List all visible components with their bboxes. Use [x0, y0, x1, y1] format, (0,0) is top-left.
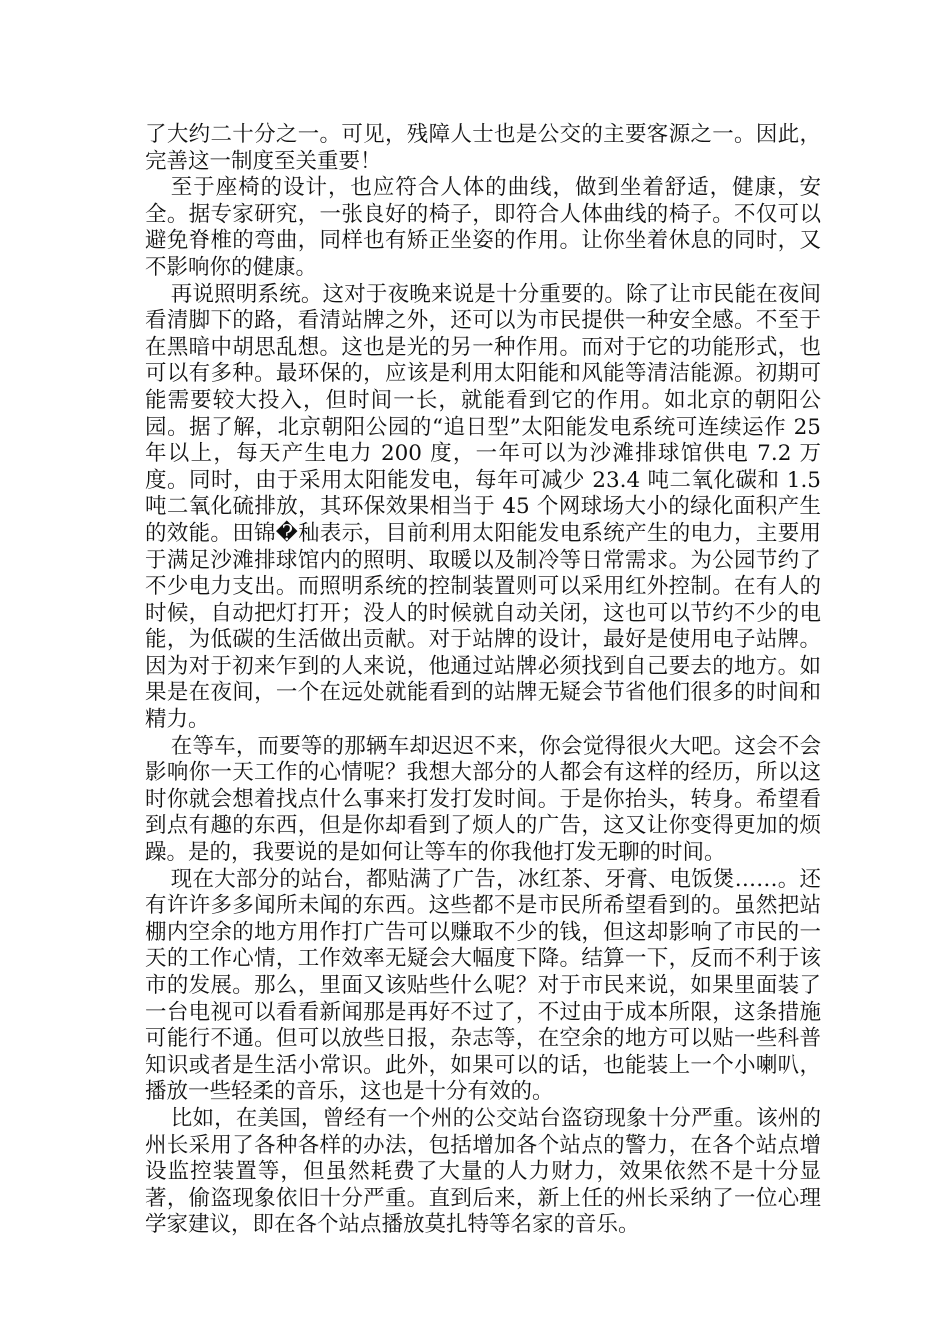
paragraph-disabled-passengers: 了大约二十分之一。可见，残障人士也是公交的主要客源之一。因此，完善这一制度至关重要！ — [145, 122, 821, 174]
paragraph-lighting-system: 再说照明系统。这对于夜晚来说是十分重要的。除了让市民能在夜间看清脚下的路，看清站牌之外，还可以为市民提供一种安全感。不至于在黑暗中胡思乱想。这也是光的另一种作用。而对于它的功能形式，也可以有多种。最环保的，应该是利用太阳能和风能等清洁能源。初期可能需要较大投入，但时间一长，就能看到它的作用。如北京的朝阳公园。据了解，北京朝阳公园的“追日型”太阳能发电系统可连续运作 25 年以上，每天产生电力 200 度，一年可以为沙滩排球馆供电 7.2 万度。同时，由于采用太阳能发电，每年可减少 23.4 吨二氧化碳和 1.5 吨二氧化硫排放，其环保效果相当于 45 个网球场大小的绿化面积产生的效能。田锦�秈表示，目前利用太阳能发电系统产生的电力，主要用于满足沙滩排球馆内的照明、取暖以及制冷等日常需求。为公园节约了不少电力支出。而照明系统的控制装置则可以采用红外控制。在有人的时候，自动把灯打开；没人的时候就自动关闭，这也可以节约不少的电能，为低碳的生活做出贡献。对于站牌的设计，最好是使用电子站牌。因为对于初来乍到的人来说，他通过站牌必须找到自己要去的地方。如果是在夜间，一个在远处就能看到的站牌无疑会节省他们很多的时间和精力。 — [145, 281, 821, 733]
paragraph-waiting-time: 在等车，而要等的那辆车却迟迟不来，你会觉得很火大吧。这会不会影响你一天工作的心情呢？我想大部分的人都会有这样的经历，所以这时你就会想着找点什么事来打发打发时间。于是你抬头，转身。希望看到点有趣的东西，但是你却看到了烦人的广告，这又让你变得更加的烦躁。是的，我要说的是如何让等车的你我他打发无聊的时间。 — [145, 733, 821, 866]
document-body — [145, 122, 821, 1239]
paragraph-us-example: 比如，在美国，曾经有一个州的公交站台盗窃现象十分严重。该州的州长采用了各种各样的办法，包括增加各个站点的警力，在各个站点增设监控装置等，但虽然耗费了大量的人力财力，效果依然不是十分显著，偷盗现象依旧十分严重。直到后来，新上任的州长采纳了一位心理学家建议，即在各个站点播放莫扎特等名家的音乐。 — [145, 1105, 821, 1238]
paragraph-advertising: 现在大部分的站台，都贴满了广告，冰红茶、牙膏、电饭煲……。还有许许多多闻所未闻的东西。这些都不是市民所希望看到的。虽然把站棚内空余的地方用作打广告可以赚取不少的钱，但这却影响了市民的一天的工作心情，工作效率无疑会大幅度下降。结算一下，反而不利于该市的发展。那么，里面又该贴些什么呢？对于市民来说，如果里面装了一台电视可以看看新闻那是再好不过了，不过由于成本所限，这条措施可能行不通。但可以放些日报，杂志等，在空余的地方可以贴一些科普知识或者是生活小常识。此外，如果可以的话，也能装上一个小喇叭，播放一些轻柔的音乐，这也是十分有效的。 — [145, 866, 821, 1105]
paragraph-seat-design: 至于座椅的设计，也应符合人体的曲线，做到坐着舒适，健康，安全。据专家研究，一张良好的椅子，即符合人体曲线的椅子。不仅可以避免脊椎的弯曲，同样也有矫正坐姿的作用。让你坐着休息的同时，又不影响你的健康。 — [145, 175, 821, 280]
